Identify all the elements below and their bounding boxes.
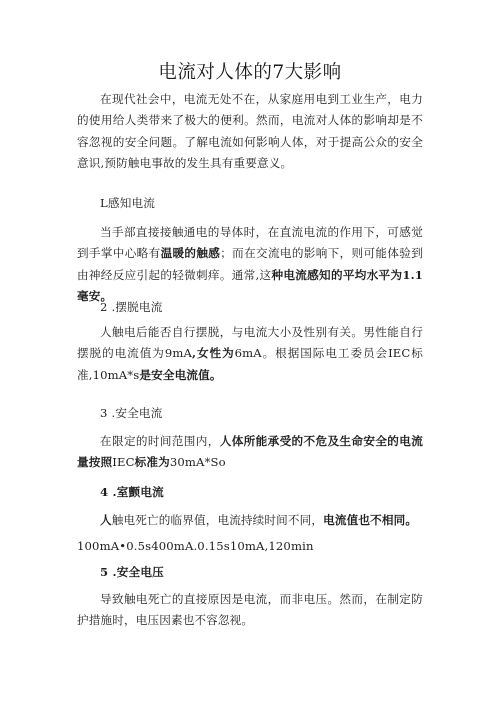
section-heading-3: 3 .安全电流: [100, 406, 163, 420]
intro-paragraph: 在现代社会中，电流无处不在，从家庭用电到工业生产，电力的使用给人类带来了极大的便利。然而，电流对人体的影响却是不容忽视的安全问题。了解电流如何影响人体，对于提高公众的安全意识,预防触电事故的发生具有重要意义。: [77, 92, 423, 171]
section-body-4: [77, 510, 423, 531]
bold-text: 是安全电流值。: [139, 367, 222, 382]
section-heading-1: L感知电流: [100, 196, 156, 210]
body-text: ；而在交流电的影响下，则可能体验到由神经反应引起的轻微刺痒。通常,这: [77, 246, 423, 282]
body-text: 触电死亡的临界值，电流持续时间不同，: [111, 513, 324, 527]
body-text: IEC: [112, 455, 135, 470]
bold-text: 人体所能承受的不危及生命安全的电流量按照: [77, 434, 423, 470]
page-title: 电流对人体的7大影响: [158, 62, 342, 83]
bold-text: ,女性为: [192, 346, 235, 361]
section-heading-4: 4 .室颤电流: [100, 485, 164, 499]
bold-text: 标准为: [134, 455, 170, 470]
bold-text: 人: [100, 513, 112, 527]
body-text: 6mA。根据国际电工委员会IEC标准,10mA*s: [77, 346, 423, 382]
section-body-2: [77, 322, 423, 386]
fibrillation-values: 100mA•0.5s400mA.0.15s10mA,120min: [77, 539, 314, 553]
body-text: 30mA*So: [169, 455, 226, 470]
section-body-5: 导致触电死亡的直接原因是电流，而非电压。然而，在制定防护措施时，电压因素也不容忽视。: [77, 592, 423, 628]
section-heading-5: 5 .安全电压: [100, 565, 164, 579]
section-body-3: [77, 431, 423, 474]
bold-text: 种电流感知的平均水平为1.1毫安。: [77, 267, 423, 304]
body-text: 9mA: [164, 346, 193, 361]
bold-text: 温暖的触感: [160, 246, 221, 261]
body-text: 在限定的时间范围内，: [100, 434, 220, 448]
bold-text: 电流值也不相同。: [323, 513, 418, 527]
section-body-1: [77, 222, 423, 308]
body-text: 当手部直接接触通电的导体时，在直流电流的作用下，可感觉到手掌中心略有: [77, 225, 423, 261]
body-text: 人触电后能否自行摆脱，与电流大小及性别有关。男性能自行摆脱的电流值为: [77, 325, 423, 361]
section-heading-2: 2 .摆脱电流: [100, 300, 163, 314]
